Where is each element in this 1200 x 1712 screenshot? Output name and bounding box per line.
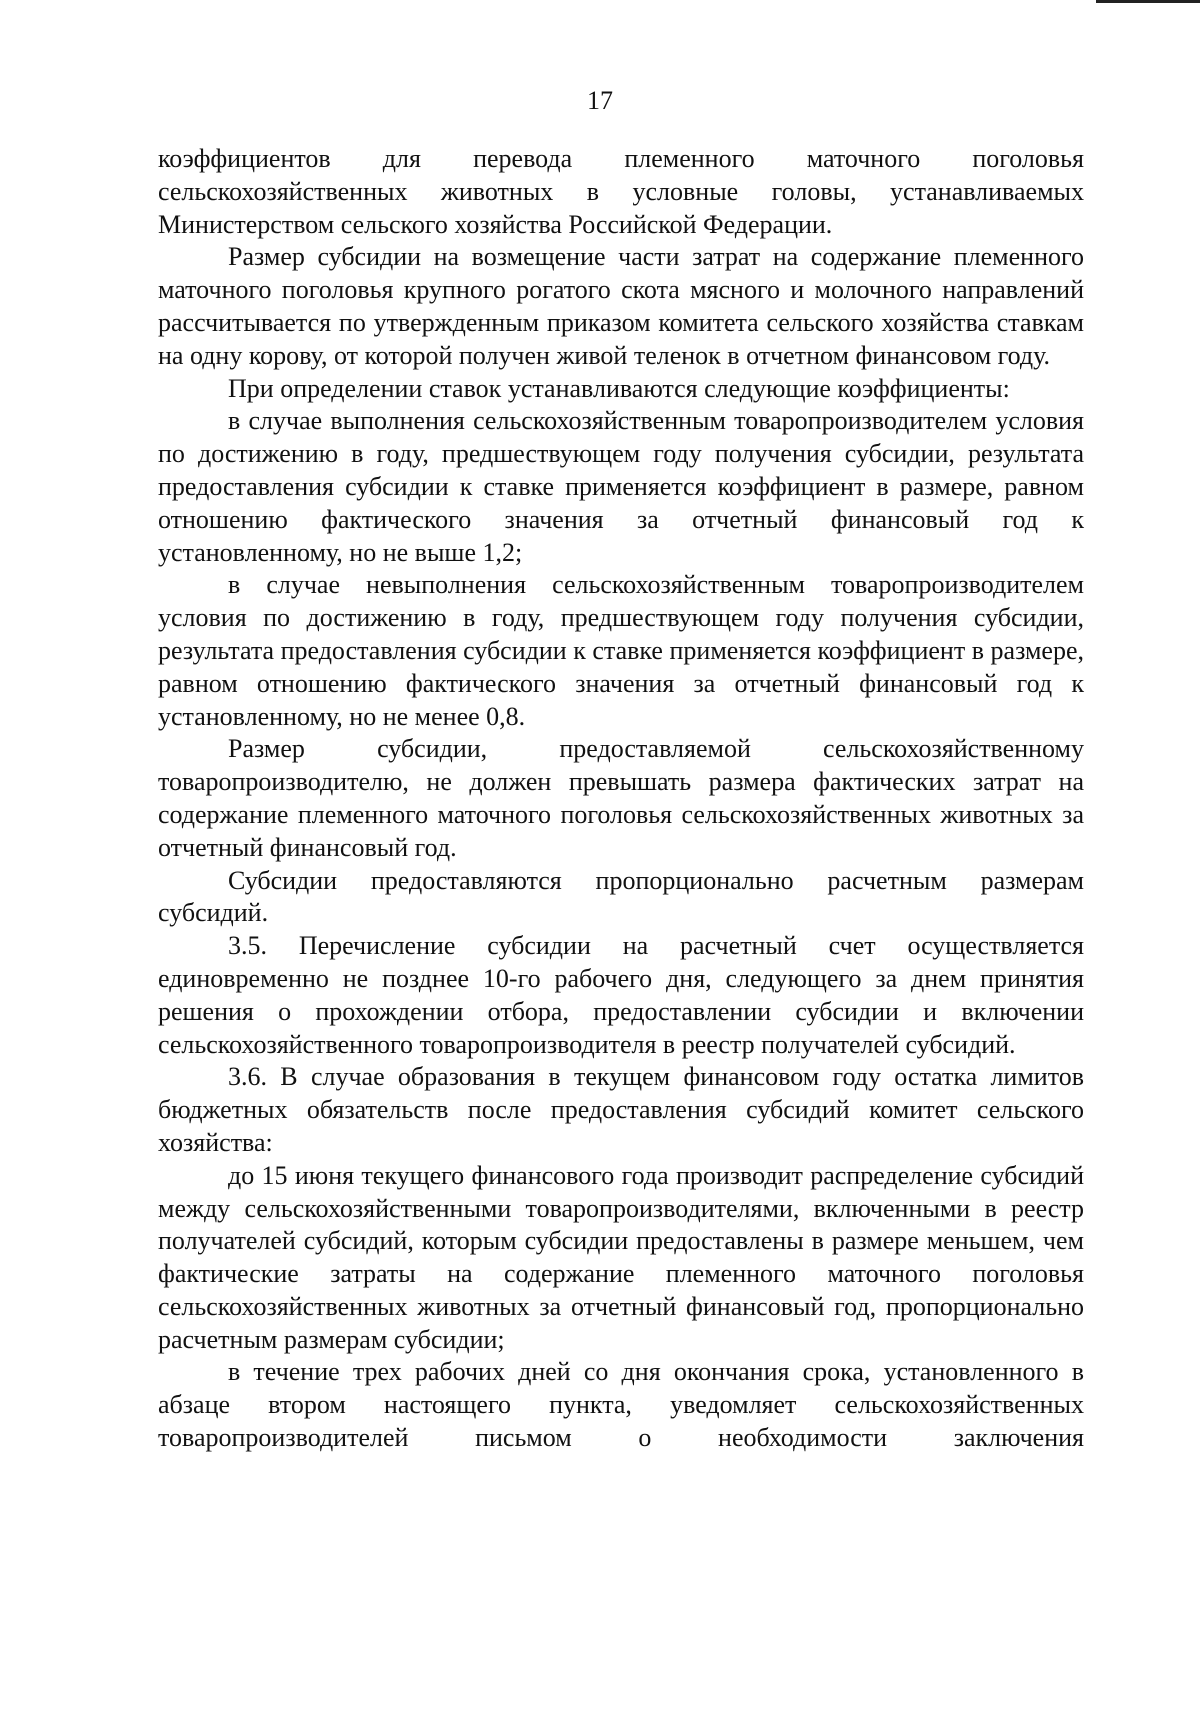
paragraph-proportional: Субсидии предоставляются пропорционально расчетным размерам субсидий. — [158, 865, 1084, 928]
scan-edge-mark — [1096, 0, 1200, 3]
paragraph-subsidy-size: Размер субсидии на возмещение части затрат на содержание племенного маточного поголовья крупного рогатого скота мясного и молочного направлений рассчитывается по утвержденным приказом комитета сельского хозяйства ставкам на одну корову, от которой получен живой теленок в отчетном финансовом году. — [158, 242, 1084, 370]
paragraph-fulfillment-case: в случае выполнения сельскохозяйственным товаропроизводителем условия по достижению в году, предшествующем году получения субсидии, результата предоставления субсидии к ставке применяется коэффициент в размере, равном отношению фактического значения за отчетный финансовый год к установленному, но не выше 1,2; — [158, 406, 1084, 567]
paragraph-subsidy-limit: Размер субсидии, предоставляемой сельскохозяйственному товаропроизводителю, не должен превышать размера фактических затрат на содержание племенного маточного поголовья сельскохозяйственных животных за отчетный финансовый год. — [158, 734, 1084, 862]
paragraph-non-fulfillment-case: в случае невыполнения сельскохозяйственным товаропроизводителем условия по достижению в году, предшествующем году получения субсидии, результата предоставления субсидии к ставке применяется коэффициент в размере, равном отношению фактического значения за отчетный финансовый год к установленному, но не менее 0,8. — [158, 570, 1084, 731]
paragraph-section-3-6: 3.6. В случае образования в текущем финансовом году остатка лимитов бюджетных обязательств после предоставления субсидий комитет сельского хозяйства: — [158, 1062, 1084, 1157]
paragraph-notification: в течение трех рабочих дней со дня окончания срока, установленного в абзаце втором настоящего пункта, уведомляет сельскохозяйственных товаропроизводителей письмом о необходимости заключения — [158, 1357, 1084, 1453]
paragraph-continuation: коэффициентов для перевода племенного маточного поголовья сельскохозяйственных животных в условные головы, устанавливаемых Министерством сельского хозяйства Российской Федерации. — [158, 144, 1084, 239]
document-body — [158, 143, 1084, 1455]
paragraph-distribution: до 15 июня текущего финансового года производит распределение субсидий между сельскохозяйственными товаропроизводителями, включенными в реестр получателей субсидий, которым субсидии предоставлены в размере меньшем, чем фактические затраты на содержание племенного маточного поголовья сельскохозяйственных животных за отчетный финансовый год, пропорционально расчетным размерам субсидии; — [158, 1160, 1084, 1354]
paragraph-rates-coefficients: При определении ставок устанавливаются следующие коэффициенты: — [228, 373, 1010, 403]
page-number: 17 — [587, 86, 613, 115]
paragraph-section-3-5: 3.5. Перечисление субсидии на расчетный счет осуществляется единовременно не позднее 10-го рабочего дня, следующего за днем принятия решения о прохождении отбора, предоставлении субсидии и включении сельскохозяйственного товаропроизводителя в реестр получателей субсидий. — [158, 931, 1084, 1059]
